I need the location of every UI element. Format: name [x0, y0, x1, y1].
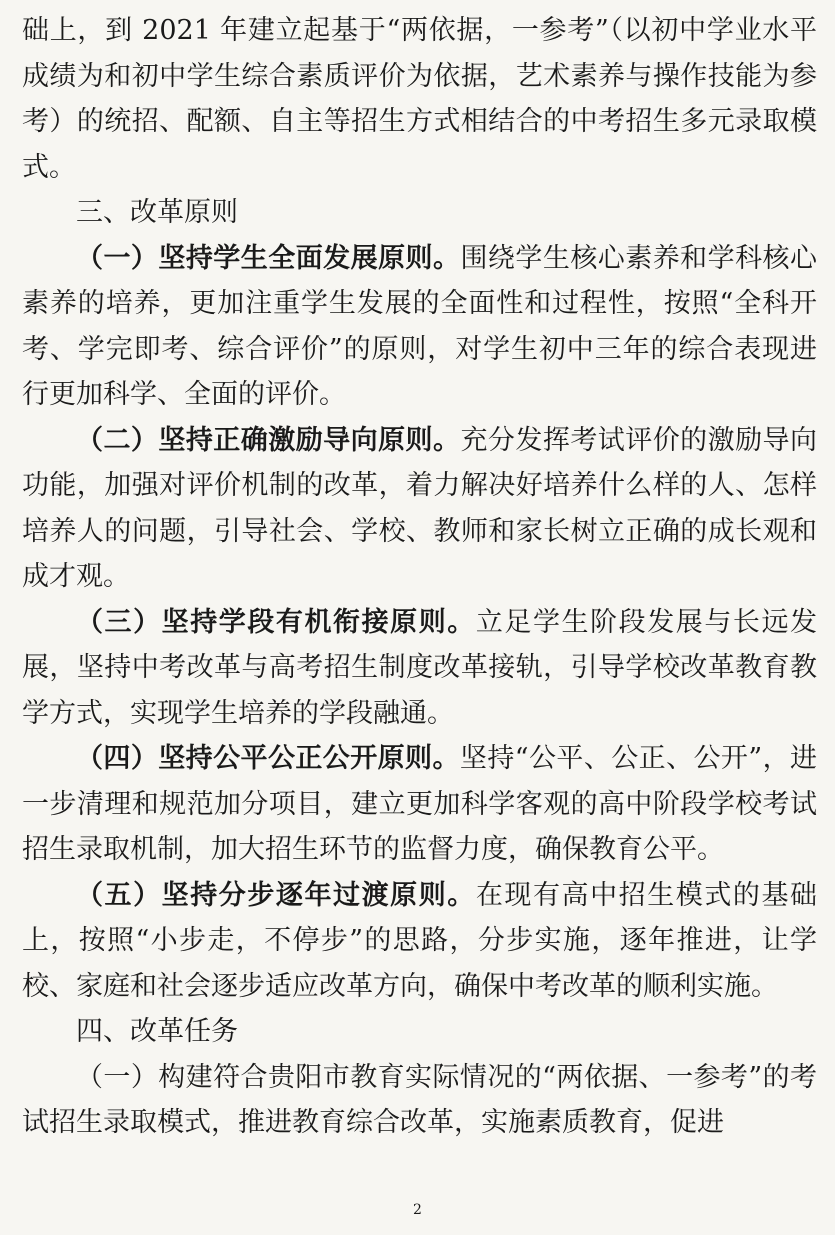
principle-title-5: （五）坚持分步逐年过渡原则。	[76, 879, 476, 911]
principle-title-4: （四）坚持公平公正公开原则。	[76, 743, 460, 774]
principle-text-3: 立足学生阶段发展与长远发展，坚持中考改革与高考招生制度改革接轨，引导学校改革教育教学方式，实现学生培养的学段融通。	[22, 606, 818, 729]
document-body	[22, 8, 817, 1146]
principle-text-2: 充分发挥考试评价的激励导向功能，加强对评价机制的改革，着力解决好培养什么样的人、怎样培养人的问题，引导社会、学校、教师和家长树立正确的成长观和成才观。	[22, 424, 818, 592]
principle-title-3: （三）坚持学段有机衔接原则。	[76, 606, 476, 638]
principle-paragraph-3	[22, 600, 817, 737]
principle-text-4: 坚持“公平、公正、公开”，进一步清理和规范加分项目，建立更加科学客观的高中阶段学校考试招生录取机制，加大招生环节的监督力度，确保教育公平。	[22, 743, 817, 865]
principle-paragraph-4	[22, 736, 817, 873]
principle-title-1: （一）坚持学生全面发展原则。	[76, 242, 461, 274]
section-heading-principles: 三、改革原则	[76, 197, 238, 228]
principle-paragraph-1	[22, 236, 817, 418]
principle-paragraph-2	[22, 418, 817, 600]
section-heading-tasks: 四、改革任务	[76, 1016, 238, 1047]
page-number: 2	[413, 1202, 422, 1218]
principle-title-2: （二）坚持正确激励导向原则。	[76, 424, 461, 456]
task-paragraph-1: （一）构建符合贵阳市教育实际情况的“两依据、一参考”的考试招生录取模式，推进教育综合改革，实施素质教育，促进	[22, 1061, 817, 1138]
principle-text-5: 在现有高中招生模式的基础上，按照“小步走，不停步”的思路，分步实施，逐年推进，让学校、家庭和社会逐步适应改革方向，确保中考改革的顺利实施。	[22, 879, 818, 1002]
principle-text-1: 围绕学生核心素养和学科核心素养的培养，更加注重学生发展的全面性和过程性，按照“全科开考、学完即考、综合评价”的原则，对学生初中三年的综合表现进行更加科学、全面的评价。	[22, 242, 818, 410]
paragraph-continuation: 础上，到 2021 年建立起基于“两依据，一参考”（以初中学业水平成绩为和初中学生综合素质评价为依据，艺术素养与操作技能为参考）的统招、配额、自主等招生方式相结合的中考招生多元录取模式。	[22, 15, 817, 183]
principle-paragraph-5	[22, 873, 817, 1010]
